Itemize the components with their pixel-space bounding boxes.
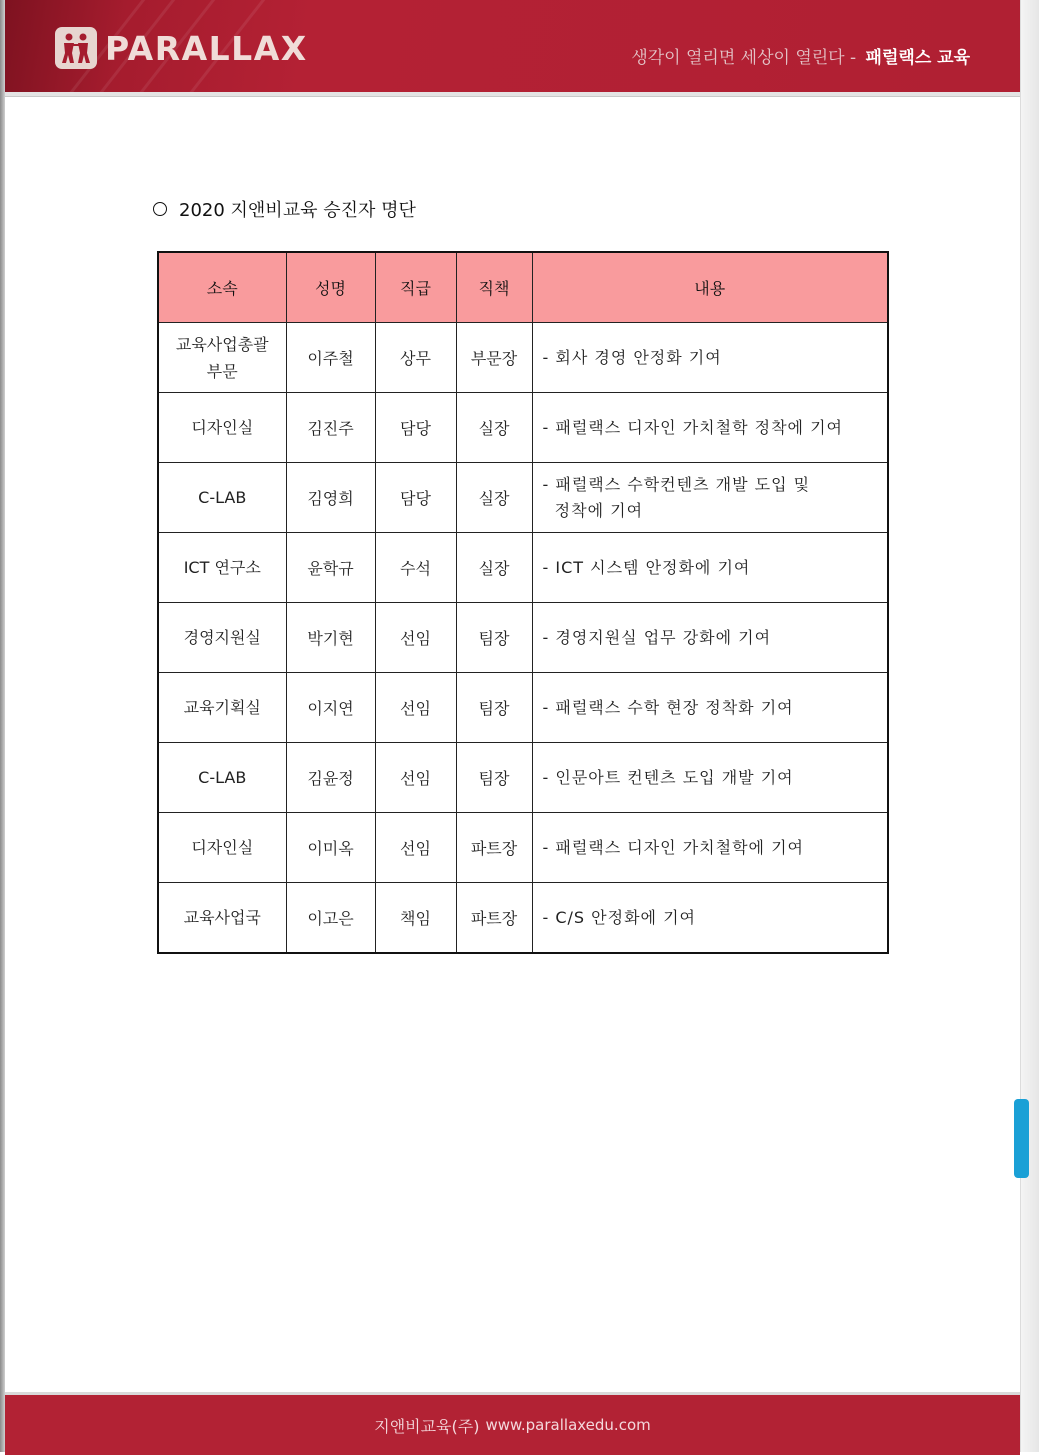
cell-dept (158, 743, 286, 813)
parallax-logo (55, 27, 308, 69)
cell-name: 박기현 (286, 603, 375, 673)
cell-dept (158, 323, 286, 393)
scrollbar-thumb[interactable] (1014, 1099, 1029, 1178)
cell-dept (158, 883, 286, 954)
cell-dept (158, 533, 286, 603)
cell-name: 김진주 (286, 393, 375, 463)
cell-dept-line: 디자인실 (191, 418, 254, 437)
cell-grade: 선임 (375, 743, 456, 813)
cell-grade: 담당 (375, 463, 456, 533)
cell-name: 이지연 (286, 673, 375, 743)
tagline-brand: 패럴랙스 교육 (865, 48, 970, 68)
cell-content (532, 393, 888, 463)
table-body (158, 323, 888, 954)
cell-name: 이주철 (286, 323, 375, 393)
cell-position: 파트장 (456, 813, 532, 883)
page-left-edge (0, 0, 5, 1452)
cell-content (532, 883, 888, 954)
table-row (158, 463, 888, 533)
cell-position: 팀장 (456, 673, 532, 743)
cell-content-line: - 패럴랙스 디자인 가치철학에 기여 (542, 837, 805, 857)
table-header-row (158, 252, 888, 323)
cell-content-line: - 패럴랙스 수학 현장 정착화 기여 (542, 697, 794, 717)
table-row (158, 673, 888, 743)
cell-name: 윤학규 (286, 533, 375, 603)
cell-dept (158, 463, 286, 533)
cell-content (532, 463, 888, 533)
header-content: 내용 (532, 252, 888, 323)
cell-content-line: - 인문아트 컨텐츠 도입 개발 기여 (542, 767, 794, 787)
cell-dept (158, 393, 286, 463)
cell-position: 실장 (456, 533, 532, 603)
header-name: 성명 (286, 252, 375, 323)
table-row (158, 743, 888, 813)
cell-grade: 수석 (375, 533, 456, 603)
cell-name: 이고은 (286, 883, 375, 954)
cell-grade: 담당 (375, 393, 456, 463)
cell-position: 파트장 (456, 883, 532, 954)
cell-dept-line: 부문 (206, 361, 238, 381)
cell-position: 팀장 (456, 743, 532, 813)
cell-name: 김영희 (286, 463, 375, 533)
table-row (158, 813, 888, 883)
table-row (158, 323, 888, 393)
header-position: 직책 (456, 252, 532, 323)
cell-dept (158, 603, 286, 673)
header-divider (5, 92, 1020, 97)
cell-grade: 선임 (375, 603, 456, 673)
logo-text: PARALLAX (105, 28, 308, 68)
cell-content-line: - C/S 안정화에 기여 (542, 907, 696, 927)
cell-dept (158, 813, 286, 883)
cell-content-line: - ICT 시스템 안정화에 기여 (542, 557, 751, 577)
tagline-text: 생각이 열리면 세상이 열린다 - (631, 48, 857, 68)
circle-bullet-icon (153, 202, 167, 216)
cell-dept-line: ICT 연구소 (183, 558, 261, 577)
cell-content-line: - 패럴랙스 디자인 가치철학 정착에 기여 (542, 417, 843, 437)
page-footer (5, 1392, 1020, 1455)
page-header (5, 0, 1020, 92)
section-title-text: 2020 지앤비교육 승진자 명단 (179, 200, 416, 221)
table-row (158, 533, 888, 603)
cell-content (532, 603, 888, 673)
cell-content (532, 323, 888, 393)
cell-content (532, 743, 888, 813)
cell-grade: 책임 (375, 883, 456, 954)
table-row (158, 883, 888, 954)
cell-dept-line: 교육사업총괄 (175, 334, 269, 354)
cell-position: 실장 (456, 393, 532, 463)
footer-company: 지앤비교육(주) (374, 1416, 480, 1436)
table-row (158, 393, 888, 463)
header-grade: 직급 (375, 252, 456, 323)
cell-dept-line: C-LAB (198, 488, 247, 507)
promotion-table (157, 251, 889, 954)
cell-position: 실장 (456, 463, 532, 533)
viewer-scrollbar-track[interactable] (1020, 0, 1039, 1452)
cell-dept-line: 교육사업국 (183, 908, 261, 927)
table-row (158, 603, 888, 673)
cell-content (532, 533, 888, 603)
cell-content (532, 813, 888, 883)
cell-content-line: 정착에 기여 (542, 500, 644, 520)
cell-dept-line: 경영지원실 (183, 628, 261, 647)
cell-grade: 선임 (375, 673, 456, 743)
cell-dept-line: C-LAB (198, 768, 247, 787)
cell-content-line: - 경영지원실 업무 강화에 기여 (542, 627, 772, 647)
cell-content (532, 673, 888, 743)
footer-url: www.parallaxedu.com (485, 1416, 651, 1434)
cell-name: 이미옥 (286, 813, 375, 883)
cell-name: 김윤정 (286, 743, 375, 813)
cell-dept-line: 교육기획실 (183, 698, 261, 717)
section-title (153, 196, 416, 222)
header-dept: 소속 (158, 252, 286, 323)
cell-dept-line: 디자인실 (191, 838, 254, 857)
cell-dept (158, 673, 286, 743)
cell-position: 부문장 (456, 323, 532, 393)
header-tagline (631, 43, 970, 68)
cell-grade: 상무 (375, 323, 456, 393)
cell-content-line: - 패럴랙스 수학컨텐츠 개발 도입 및 (542, 474, 811, 494)
logo-figures-icon (55, 27, 97, 69)
cell-content-line: - 회사 경영 안정화 기여 (542, 347, 722, 367)
cell-grade: 선임 (375, 813, 456, 883)
cell-position: 팀장 (456, 603, 532, 673)
